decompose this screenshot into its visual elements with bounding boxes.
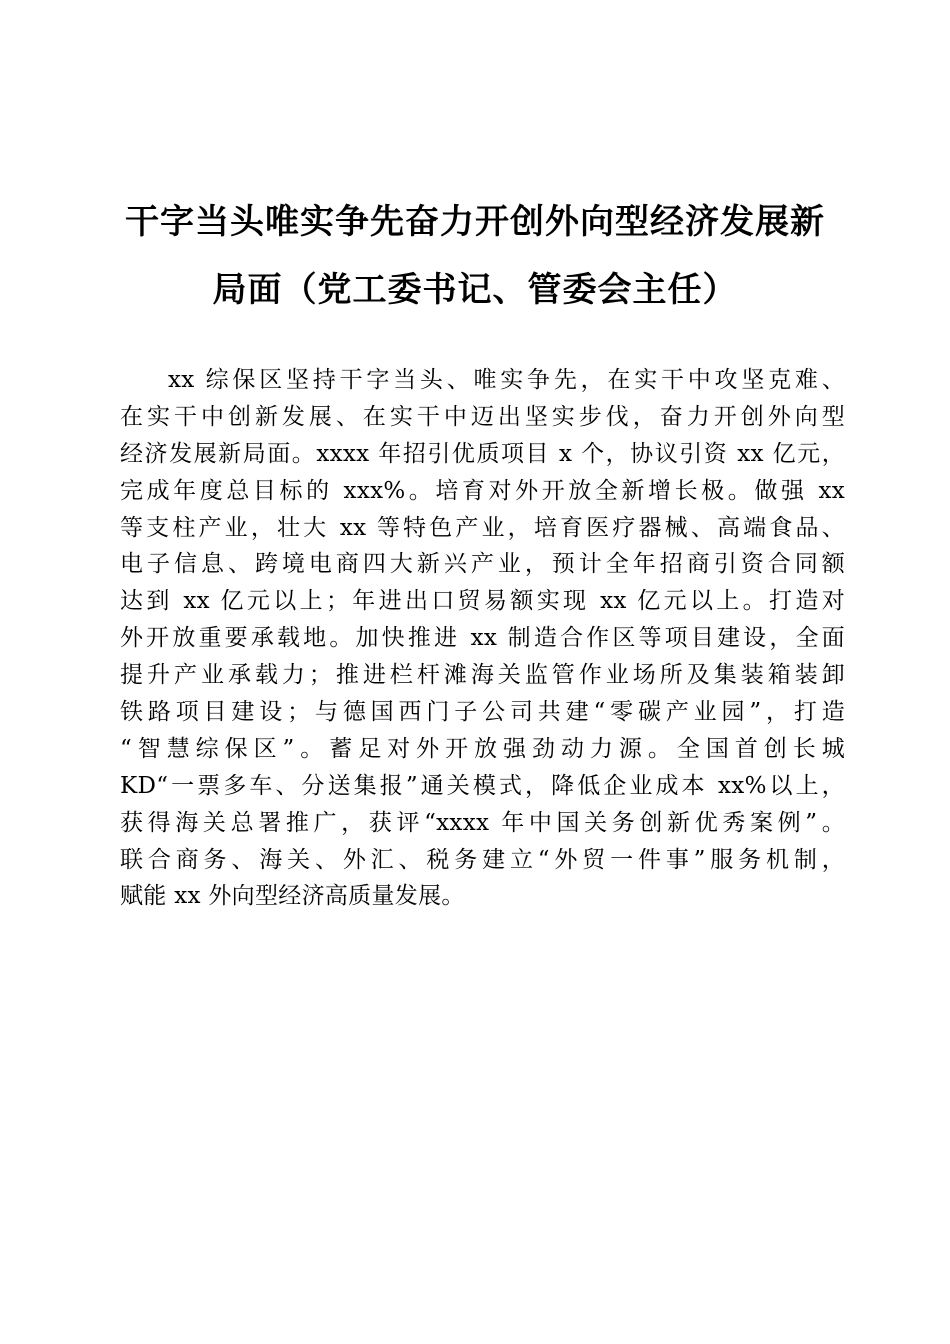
paragraph-line: 达到 xx 亿元以上；年进出口贸易额实现 xx 亿元以上。打造对 — [120, 588, 845, 615]
paragraph-line: 获得海关总署推广，获评“xxxx 年中国关务创新优秀案例”。 — [120, 809, 845, 836]
paragraph-line: KD“一票多车、分送集报”通关模式，降低企业成本 xx%以上， — [120, 772, 845, 799]
paragraph-line: 电子信息、跨境电商四大新兴产业，预计全年招商引资合同额 — [120, 551, 845, 578]
paragraph-line: 赋能 xx 外向型经济高质量发展。 — [120, 883, 465, 910]
paragraph-line: xx 综保区坚持干字当头、唯实争先，在实干中攻坚克难、 — [168, 367, 845, 393]
paragraph-line: 在实干中创新发展、在实干中迈出坚实步伐，奋力开创外向型 — [120, 403, 845, 430]
paragraph-line: 等支柱产业，壮大 xx 等特色产业，培育医疗器械、高端食品、 — [120, 514, 845, 541]
paragraph-line: 提升产业承载力；推进栏杆滩海关监管作业场所及集装箱装卸 — [120, 662, 845, 689]
paragraph-line: 完成年度总目标的 xxx%。培育对外开放全新增长极。做强 xx — [120, 477, 845, 504]
document-title-line-1: 干字当头唯实争先奋力开创外向型经济发展新 — [125, 202, 825, 242]
paragraph-line: 联合商务、海关、外汇、税务建立“外贸一件事”服务机制， — [120, 846, 845, 873]
paragraph-line: 经济发展新局面。xxxx 年招引优质项目 x 个，协议引资 xx 亿元， — [120, 440, 845, 467]
paragraph-line: 铁路项目建设；与德国西门子公司共建“零碳产业园”，打造 — [120, 699, 845, 726]
paragraph-line: 外开放重要承载地。加快推进 xx 制造合作区等项目建设，全面 — [120, 625, 845, 652]
paragraph-line: “智慧综保区”。蓄足对外开放强劲动力源。全国首创长城 — [120, 735, 845, 762]
body-paragraph — [120, 362, 845, 915]
document-title-line-2: 局面（党工委书记、管委会主任） — [212, 270, 738, 310]
